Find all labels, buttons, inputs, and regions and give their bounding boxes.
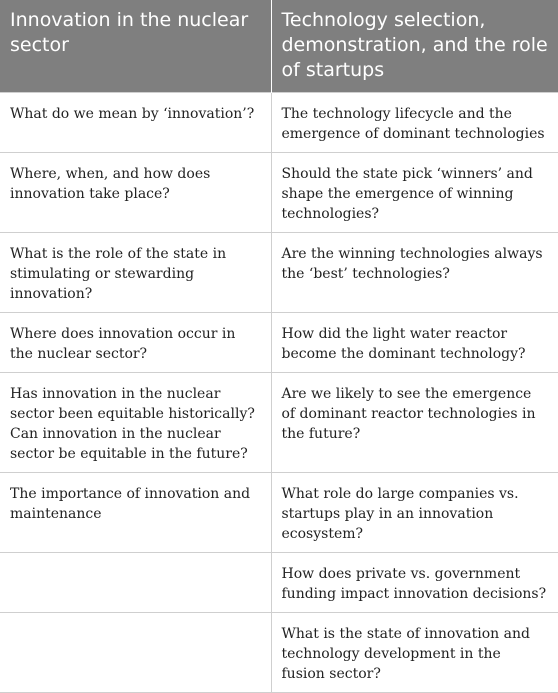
table-cell: Where, when, and how does innovation take place? <box>0 153 271 233</box>
table-cell: What do we mean by ‘innovation’? <box>0 93 271 153</box>
table-cell: Are we likely to see the emergence of dominant reactor technologies in the future? <box>271 373 558 473</box>
table-row <box>0 93 558 153</box>
table-cell: What is the role of the state in stimulating or stewarding innovation? <box>0 233 271 313</box>
header-innovation: Innovation in the nuclear sector <box>0 0 271 93</box>
table-cell: Should the state pick ‘winners’ and shape the emergence of winning technologies? <box>271 153 558 233</box>
table-cell: How did the light water reactor become the dominant technology? <box>271 313 558 373</box>
header-row <box>0 0 558 93</box>
table-row <box>0 613 558 693</box>
table-row <box>0 153 558 233</box>
table-cell: Where does innovation occur in the nuclear sector? <box>0 313 271 373</box>
table-cell: What role do large companies vs. startups play in an innovation ecosystem? <box>271 473 558 553</box>
table-cell: What is the state of innovation and technology development in the fusion sector? <box>271 613 558 693</box>
table-row <box>0 233 558 313</box>
table-header <box>0 0 558 93</box>
table-row <box>0 473 558 553</box>
table-cell: The technology lifecycle and the emergence of dominant technologies <box>271 93 558 153</box>
header-technology-selection: Technology selection, demonstration, and the role of startups <box>271 0 558 93</box>
table-cell: Are the winning technologies always the ‘best’ technologies? <box>271 233 558 313</box>
table-cell: How does private vs. government funding impact innovation decisions? <box>271 553 558 613</box>
table-row <box>0 313 558 373</box>
table-body <box>0 93 558 693</box>
table-cell <box>0 613 271 693</box>
table-cell: The importance of innovation and maintenance <box>0 473 271 553</box>
table-row <box>0 373 558 473</box>
table-cell: Has innovation in the nuclear sector been equitable historically? Can innovation in the nuclear sector be equitable in the future? <box>0 373 271 473</box>
table-cell <box>0 553 271 613</box>
table-row <box>0 553 558 613</box>
